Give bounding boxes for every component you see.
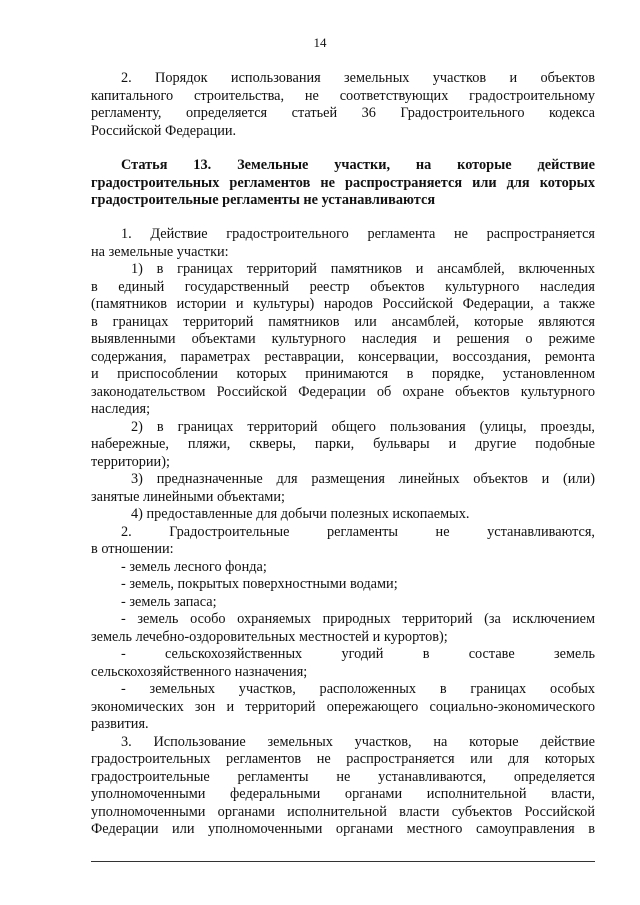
text-line: 2) в границах территорий общего пользования (улицы, проезды, — [131, 418, 595, 435]
text-line: на земельные участки: — [91, 243, 229, 260]
text-line: капитального строительства, не соответствующих градостроительному — [91, 87, 595, 104]
text-line: - сельскохозяйственных угодий в составе земель — [121, 646, 595, 662]
heading-line: градостроительные регламенты не устанавливаются — [91, 192, 436, 208]
text-line: - земель лесного фонда; — [121, 558, 267, 575]
text-line: выявленными объектами культурного наследия и решения о режиме — [91, 331, 595, 347]
text-line: содержания, параметрах реставрации, консервации, воссоздания, ремонта — [91, 348, 595, 365]
text-line: 2. Порядок использования земельных участков и объектов — [121, 70, 595, 86]
text-line: экономических зон и территорий опережающего социально-экономического — [91, 698, 595, 715]
heading-line: градостроительных регламентов не распространяется или для которых — [91, 174, 595, 191]
text-line: градостроительные регламенты не устанавливаются, определяется — [91, 768, 595, 785]
page-number: 14 — [313, 35, 327, 50]
text-line: - земельных участков, расположенных в границах особых — [121, 681, 595, 697]
text-line: набережные, пляжи, скверы, парки, бульвары и другие подобные — [91, 436, 595, 452]
text-line: сельскохозяйственного назначения; — [91, 663, 308, 680]
text-line: в границах территорий памятников или ансамблей, которые являются — [91, 313, 595, 330]
text-line: и приспособлении которых принимаются в порядке, установленном — [91, 366, 595, 382]
text-line: в единый государственный реестр объектов культурного наследия — [91, 278, 595, 295]
text-line: 1) в границах территорий памятников и ансамблей, включенных — [131, 261, 595, 277]
text-line: 3. Использование земельных участков, на которые действие — [121, 733, 595, 750]
text-line: регламенту, определяется статьей 36 Градостроительного кодекса — [91, 105, 595, 121]
text-line: Федерации или уполномоченными органами местного самоуправления в — [91, 821, 595, 837]
text-line: занятые линейными объектами; — [91, 488, 285, 505]
text-line: 3) предназначенные для размещения линейных объектов и (или) — [131, 471, 595, 487]
article-13-body — [91, 226, 595, 839]
footer-rule — [91, 861, 595, 862]
text-line: земель лечебно-оздоровительных местностей и курортов); — [91, 628, 448, 645]
text-line: законодательством Российской Федерации об охране объектов культурного — [91, 383, 595, 400]
text-line: - земель, покрытых поверхностными водами; — [121, 576, 398, 592]
text-line: - земель запаса; — [121, 593, 217, 610]
text-line: градостроительных регламентов не распространяется или для которых — [91, 751, 595, 767]
text-line: уполномоченными органами исполнительной власти субъектов Российской — [91, 803, 595, 820]
text-line: - земель особо охраняемых природных территорий (за исключением — [121, 611, 595, 627]
text-line: 2. Градостроительные регламенты не устанавливаются, — [121, 523, 595, 540]
text-line: (памятников истории и культуры) народов Российской Федерации, а также — [91, 296, 595, 312]
text-line: 1. Действие градостроительного регламента не распространяется — [121, 226, 595, 242]
text-line: уполномоченными федеральными органами исполнительной власти, — [91, 786, 595, 802]
text-line: 4) предоставленные для добычи полезных ископаемых. — [131, 506, 470, 522]
article-13-heading — [91, 157, 595, 210]
text-line: развития. — [91, 716, 149, 732]
heading-line: Статья 13. Земельные участки, на которые действие — [121, 157, 595, 173]
paragraph-2-procedure — [91, 70, 595, 140]
text-line: в отношении: — [91, 541, 174, 557]
text-line: Российской Федерации. — [91, 122, 237, 139]
text-line: территории); — [91, 453, 170, 470]
text-line: наследия; — [91, 401, 151, 417]
